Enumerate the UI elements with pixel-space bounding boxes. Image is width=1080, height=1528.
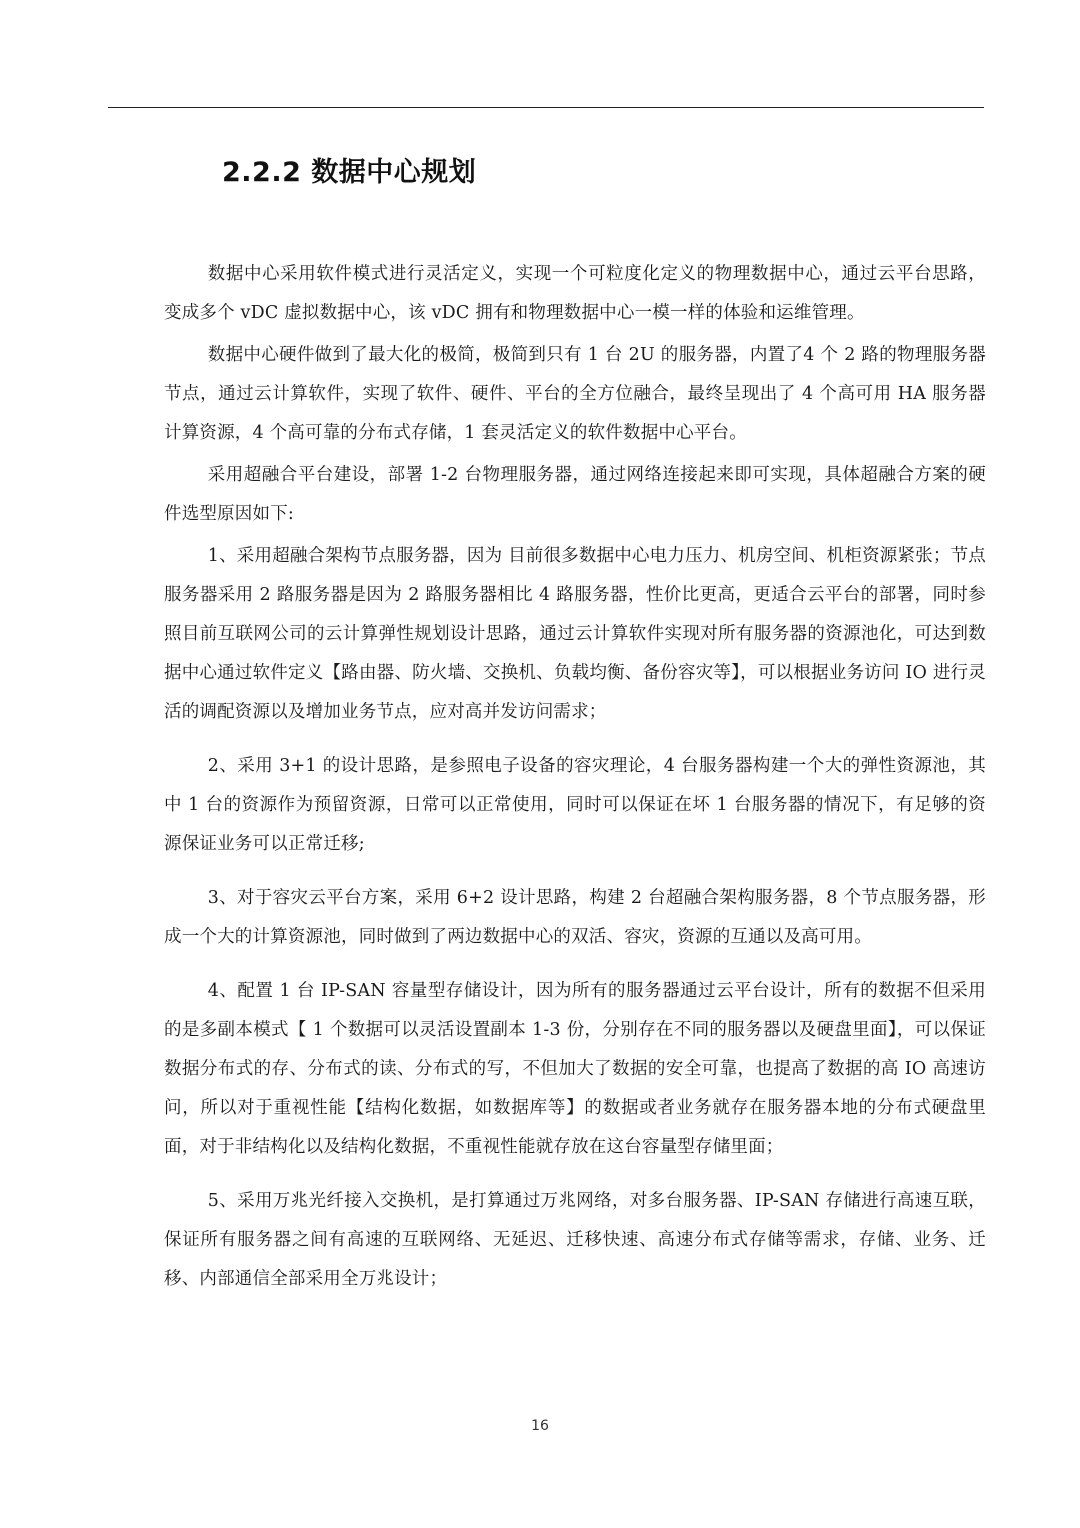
paragraph: 采用超融合平台建设，部署 1-2 台物理服务器，通过网络连接起来即可实现，具体超融合方案的硬件选型原因如下: bbox=[164, 465, 986, 524]
body-text bbox=[164, 255, 986, 1302]
section-title: 2.2.2 数据中心规划 bbox=[222, 157, 477, 188]
list-item: 3、对于容灾云平台方案，采用 6+2 设计思路，构建 2 台超融合架构服务器，8 个节点服务器，形成一个大的计算资源池，同时做到了两边数据中心的双活、容灾，资源的互通以及高可用。 bbox=[164, 888, 986, 947]
paragraph: 数据中心硬件做到了最大化的极简，极简到只有 1 台 2U 的服务器，内置了4 个 2 路的物理服务器节点，通过云计算软件，实现了软件、硬件、平台的全方位融合，最终呈现出了 4 个高可用 HA 服务器计算资源，4 个高可靠的分布式存储，1 套灵活定义的软件数据中心平台。 bbox=[164, 345, 986, 443]
paragraph: 数据中心采用软件模式进行灵活定义，实现一个可粒度化定义的物理数据中心，通过云平台思路，变成多个 vDC 虚拟数据中心，该 vDC 拥有和物理数据中心一模一样的体验和运维管理。 bbox=[164, 264, 986, 323]
header-rule bbox=[108, 107, 984, 108]
list-item: 4、配置 1 台 IP-SAN 容量型存储设计，因为所有的服务器通过云平台设计，所有的数据不但采用的是多副本模式【 1 个数据可以灵活设置副本 1-3 份，分别存在不同的服务器以及硬盘里面】，可以保证数据分布式的存、分布式的读、分布式的写，不但加大了数据的安全可靠，也提高了数据的高 IO 高速访问，所以对于重视性能【结构化数据，如数据库等】的数据或者业务就存在服务器本地的分布式硬盘里面，对于非结构化以及结构化数据，不重视性能就存放在这台容量型存储里面； bbox=[164, 981, 986, 1157]
list-item: 2、采用 3+1 的设计思路，是参照电子设备的容灾理论，4 台服务器构建一个大的弹性资源池，其中 1 台的资源作为预留资源，日常可以正常使用，同时可以保证在坏 1 台服务器的情况下，有足够的资源保证业务可以正常迁移; bbox=[164, 756, 986, 854]
list-item: 1、采用超融合架构节点服务器，因为 目前很多数据中心电力压力、机房空间、机柜资源紧张；节点服务器采用 2 路服务器是因为 2 路服务器相比 4 路服务器，性价比更高，更适合云平台的部署，同时参照目前互联网公司的云计算弹性规划设计思路，通过云计算软件实现对所有服务器的资源池化，可达到数据中心通过软件定义【路由器、防火墙、交换机、负载均衡、备份容灾等】，可以根据业务访问 IO 进行灵活的调配资源以及增加业务节点，应对高并发访问需求； bbox=[164, 546, 986, 722]
list-item: 5、采用万兆光纤接入交换机，是打算通过万兆网络，对多台服务器、IP-SAN 存储进行高速互联，保证所有服务器之间有高速的互联网络、无延迟、迁移快速、高速分布式存储等需求，存储、业务、迁移、内部通信全部采用全万兆设计； bbox=[164, 1191, 986, 1289]
page-number: 16 bbox=[531, 1418, 549, 1434]
